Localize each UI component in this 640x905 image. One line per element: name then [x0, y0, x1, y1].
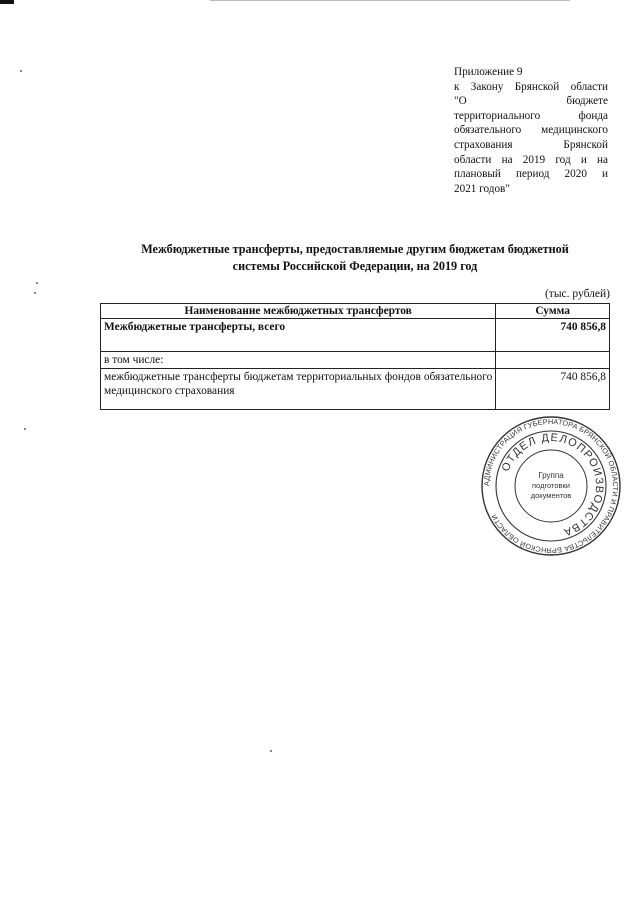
scan-edge-mark	[0, 0, 14, 4]
appendix-line: территориального фонда	[454, 109, 608, 122]
appendix-line: к Закону Брянской области	[454, 80, 608, 93]
row-sum	[496, 352, 610, 369]
appendix-line: страхования Брянской	[454, 138, 608, 151]
title-line-2: системы Российской Федерации, на 2019 год	[232, 259, 478, 273]
scan-speck	[24, 428, 26, 430]
appendix-line: плановый период 2020 и	[454, 168, 608, 181]
scan-speck	[36, 282, 38, 284]
appendix-line: обязательного медицинского	[454, 124, 608, 137]
scan-top-line	[210, 0, 570, 1]
row-name: в том числе:	[101, 352, 496, 369]
scan-speck	[270, 750, 272, 752]
row-name: межбюджетные трансферты бюджетам территориальных фондов обязательного медицинского страхования	[101, 369, 496, 410]
appendix-note	[454, 65, 608, 196]
stamp-ring-text: ОТДЕЛ ДЕЛОПРОИЗВОДСТВА	[499, 431, 606, 539]
title-line-1: Межбюджетные трансферты, предоставляемые другим бюджетам бюджетной	[141, 242, 569, 256]
row-sum: 740 856,8	[496, 319, 610, 352]
header-sum: Сумма	[496, 304, 610, 319]
row-name: Межбюджетные трансферты, всего	[101, 319, 496, 352]
header-name: Наименование межбюджетных трансфертов	[101, 304, 496, 319]
transfers-table	[100, 303, 610, 410]
stamp-center-line: подготовки	[532, 481, 570, 490]
appendix-line: "О бюджете	[454, 95, 608, 108]
appendix-line: Приложение 9	[454, 66, 523, 78]
stamp-center-line: Группа	[538, 471, 564, 480]
scan-speck	[34, 292, 36, 294]
table-row	[101, 352, 610, 369]
stamp-center-line: документов	[530, 491, 572, 500]
scan-speck	[20, 70, 22, 72]
row-sum: 740 856,8	[496, 369, 610, 410]
appendix-line: 2021 годов"	[454, 182, 510, 195]
official-stamp	[480, 415, 622, 557]
table-row	[101, 369, 610, 410]
appendix-line: области на 2019 год и на	[454, 153, 608, 166]
table-row	[101, 319, 610, 352]
table-header-row	[101, 304, 610, 319]
stamp-outer-text: АДМИНИСТРАЦИЯ ГУБЕРНАТОРА БРЯНСКОЙ ОБЛАСТИ И ПРАВИТЕЛЬСТВА БРЯНСКОЙ ОБЛАСТИ	[481, 416, 621, 556]
document-title	[100, 241, 610, 275]
unit-label: (тыс. рублей)	[544, 288, 610, 300]
